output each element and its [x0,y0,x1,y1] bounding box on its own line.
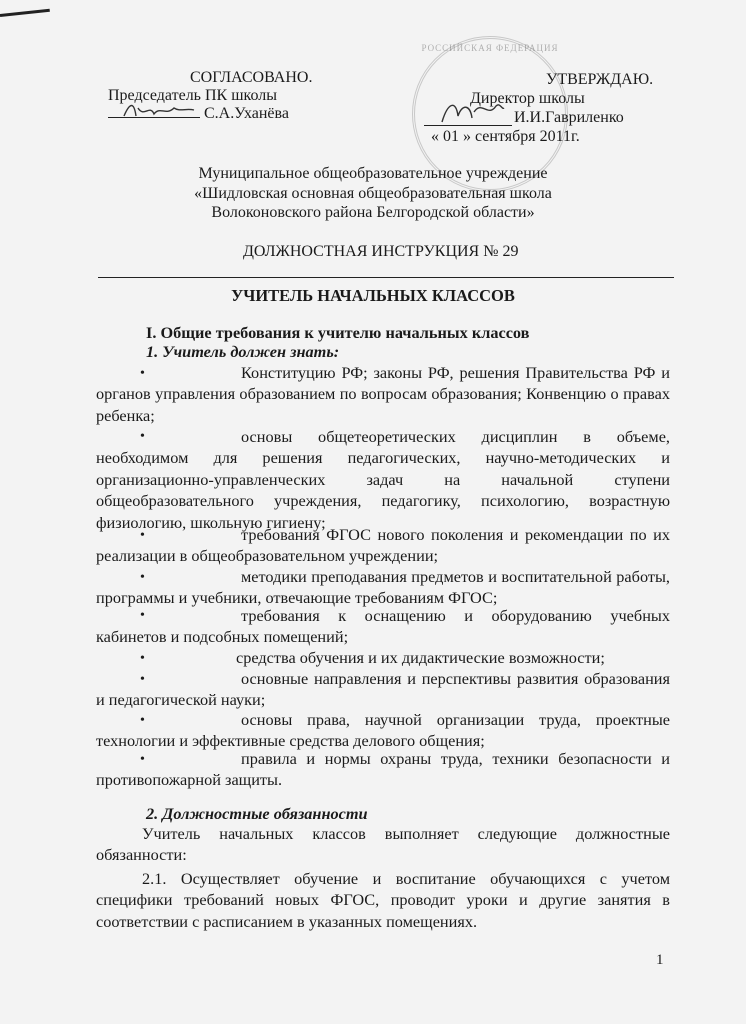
agreed-signature [120,98,200,124]
approved-signature [436,96,506,130]
list-item: основы права, научной организации труда, проектные технологии и эффективные средства делового общения; [96,710,670,751]
approved-name: И.И.Гавриленко [514,109,624,126]
agreed-title: СОГЛАСОВАНО. [190,69,313,86]
approved-date: « 01 » сентября 2011г. [431,128,580,145]
institution-line-2: «Шидловская основная общеобразовательная школа [194,185,552,202]
section2-intro: Учитель начальных классов выполняет следующие должностные обязанности: [96,824,670,865]
list-item: Конституцию РФ; законы РФ, решения Правительства РФ и органов управления образованием по вопросам образования; Конвенцию о правах ребенка; [96,363,670,425]
bullet-icon: • [140,570,145,585]
approved-position: Директор школы [470,90,585,107]
bullet-icon: • [140,366,145,381]
list-item: основные направления и перспективы развития образования и педагогической науки; [96,669,670,710]
section1-heading: I. Общие требования к учителю начальных классов [146,323,530,342]
bullet-icon: • [140,713,145,728]
bullet-icon: • [140,528,145,543]
bullet-icon: • [140,752,145,767]
approved-title: УТВЕРЖДАЮ. [546,71,654,88]
job-title: УЧИТЕЛЬ НАЧАЛЬНЫХ КЛАССОВ [231,286,515,305]
list-item: требования ФГОС нового поколения и рекомендации по их реализации в общеобразовательном учреждении; [96,525,670,566]
section1-subheading: 1. Учитель должен знать: [146,342,340,361]
page-number: 1 [656,952,664,968]
stamp-lettering: РОССИЙСКАЯ ФЕДЕРАЦИЯ [421,43,559,53]
item-2-1: 2.1. Осуществляет обучение и воспитание обучающихся с учетом специфики требований новых ФГОС, проводит уроки и другие занятия в соответствии с расписанием в указанных помещениях. [96,869,670,931]
list-item: требования к оснащению и оборудованию учебных кабинетов и подсобных помещений; [96,606,670,647]
bullet-icon: • [140,651,145,666]
list-item: основы общетеоретических дисциплин в объеме, необходимом для решения педагогических, научно-методических и организационно-управленческих задач на начальной ступени общеобразовательного учреждения, педагогику, психологию, возрастную физиологию, школьную гигиену; [96,427,670,532]
agreed-position: Председатель ПК школы [108,87,278,104]
list-item: правила и нормы охраны труда, техники безопасности и противопожарной защиты. [96,749,670,790]
section2-heading: 2. Должностные обязанности [146,804,368,823]
document-title: ДОЛЖНОСТНАЯ ИНСТРУКЦИЯ № 29 [243,243,519,260]
list-item: методики преподавания предметов и воспитательной работы, программы и учебники, отвечающие требованиям ФГОС; [96,567,670,608]
bullet-icon: • [140,429,145,444]
institution-line-3: Волоконовского района Белгородской области» [211,204,535,221]
bullet-icon: • [140,672,145,687]
bullet-icon: • [140,608,145,623]
list-item: средства обучения и их дидактические возможности; [236,648,605,667]
agreed-name: С.А.Уханёва [204,105,289,122]
title-divider [98,277,674,278]
institution-line-1: Муниципальное общеобразовательное учреждение [198,165,548,182]
scan-mark [0,9,50,17]
